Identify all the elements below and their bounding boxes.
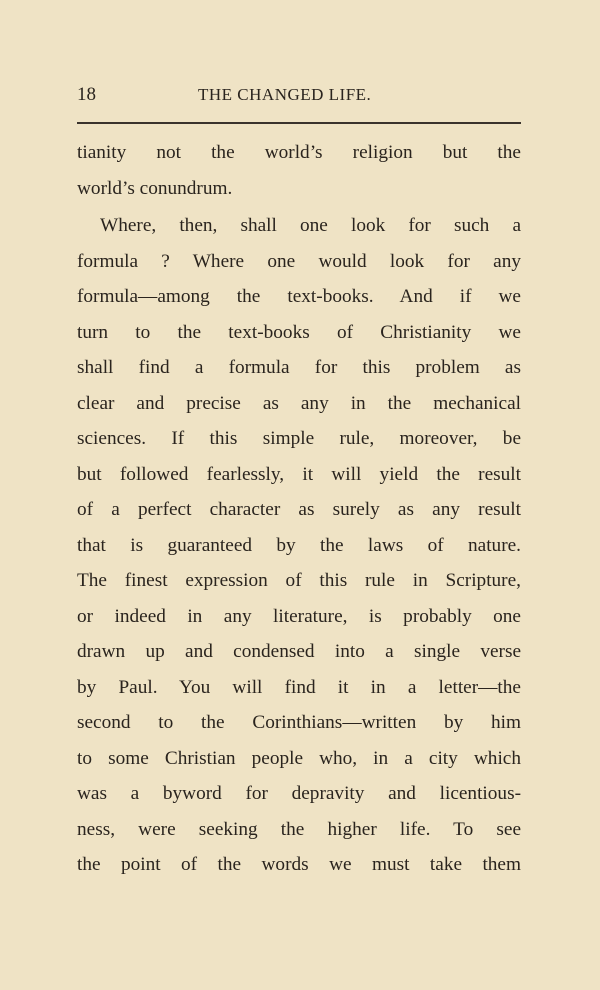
text-line: Where, then, shall one look for such a <box>100 215 521 236</box>
text-line: that is guaranteed by the laws of nature. <box>77 534 521 556</box>
paragraph <box>77 212 521 887</box>
text-line: formula—among the text-books. And if we <box>77 286 521 307</box>
text-line: formula ? Where one would look for any <box>77 250 521 272</box>
text-line: second to the Corinthians—written by him <box>77 712 521 733</box>
running-title: THE CHANGED LIFE. <box>198 85 372 104</box>
text-line: turn to the text-books of Christianity we <box>77 321 521 343</box>
page-number: 18 <box>77 84 96 105</box>
text-line: drawn up and condensed into a single verse <box>77 641 521 662</box>
text-line: to some Christian people who, in a city which <box>77 747 521 769</box>
text-line: shall find a formula for this problem as <box>77 357 521 378</box>
text-line: of a perfect character as surely as any result <box>77 499 521 520</box>
header-rule <box>77 122 521 124</box>
text-line: sciences. If this simple rule, moreover, be <box>77 428 521 449</box>
body-text <box>77 139 521 887</box>
text-line: ness, were seeking the higher life. To see <box>77 818 521 840</box>
text-line: by Paul. You will find it in a letter—the <box>77 676 521 698</box>
text-line: or indeed in any literature, is probably one <box>77 605 521 627</box>
text-line: world’s conundrum. <box>77 177 233 199</box>
text-line: was a byword for depravity and licentious- <box>77 783 521 804</box>
text-line: clear and precise as any in the mechanical <box>77 392 521 414</box>
paragraph <box>77 139 521 210</box>
text-line: but followed fearlessly, it will yield the result <box>77 463 521 485</box>
text-line: tianity not the world’s religion but the <box>77 142 521 163</box>
running-header <box>77 84 521 108</box>
text-line: the point of the words we must take them <box>77 854 521 875</box>
text-line: The finest expression of this rule in Scripture, <box>77 570 521 591</box>
